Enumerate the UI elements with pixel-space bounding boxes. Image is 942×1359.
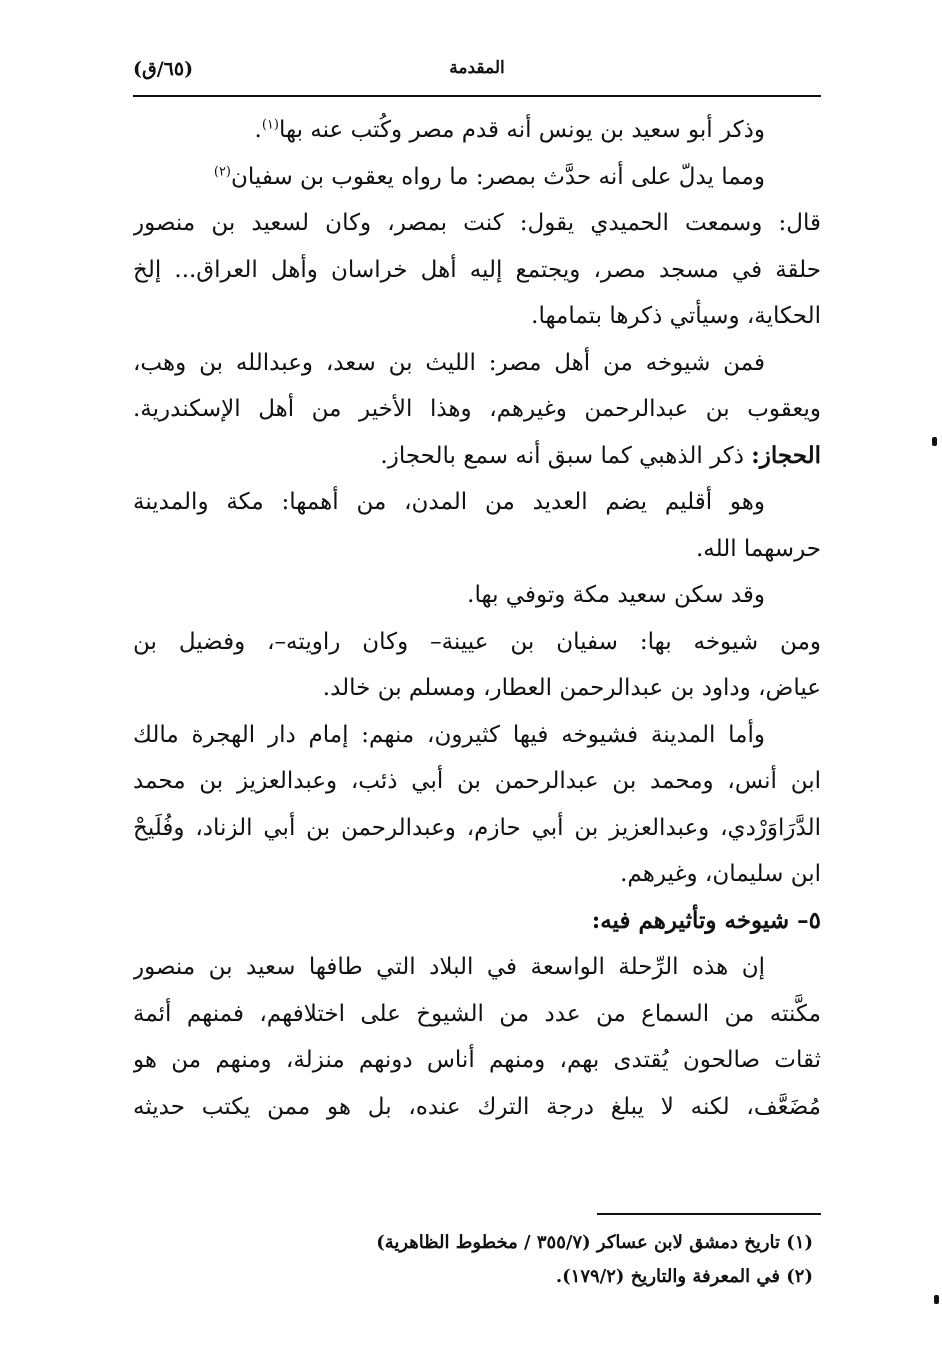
footnote-marker: (١) [261, 117, 279, 133]
text-line: مكَّنته من السماع من عدد من الشيوخ على اختلافهم، فمنهم أئمة [133, 1000, 821, 1027]
running-header [133, 58, 821, 88]
text-line: حلقة في مسجد مصر، ويجتمع إليه أهل خراسان وأهل العراق... إلخ [133, 256, 821, 283]
text-line: ويعقوب بن عبدالرحمن وغيرهم، وهذا الأخير من أهل الإسكندرية. [133, 396, 821, 422]
text-line: فمن شيوخه من أهل مصر: الليث بن سعد، وعبدالله بن وهب، [133, 349, 765, 376]
header-rule [133, 95, 821, 97]
footnote: (٢) في المعرفة والتاريخ (١٧٩/٢). [555, 1266, 813, 1287]
text-line: ابن أنس، ومحمد بن عبدالرحمن بن أبي ذئب، وعبدالعزيز بن محمد [133, 768, 821, 794]
header-title: المقدمة [449, 58, 505, 78]
text-line: الدَّرَاوَرْدي، وعبدالعزيز بن أبي حازم، وعبدالرحمن بن أبي الزناد، وفُلَيحْ [133, 814, 821, 841]
text-line: ومن شيوخه بها: سفيان بن عيينة– وكان راويته–، وفضيل بن [133, 628, 821, 655]
text-line: حرسهما الله. [695, 535, 821, 562]
footnote: (١) تاريخ دمشق لابن عساكر (٣٥٥/٧ / مخطوط الظاهرية) [376, 1232, 813, 1253]
section-label: الحجاز: [751, 441, 821, 469]
footnote-rule [597, 1213, 821, 1215]
text-line: ابن سليمان، وغيرهم. [620, 861, 821, 887]
text-line: وأما المدينة فشيوخه فيها كثيرون، منهم: إمام دار الهجرة مالك [133, 721, 765, 748]
footnotes [133, 1226, 813, 1294]
text-line: مُضَعَّف، لكنه لا يبلغ درجة الترك عنده، بل هو ممن يكتب حديثه [133, 1093, 821, 1120]
body-text [133, 107, 821, 1130]
text-line: ثقات صالحون يُقتدى بهم، ومنهم أناس دونهم منزلة، ومنهم من هو [133, 1047, 821, 1073]
text-line: وهو أقليم يضم العديد من المدن، من أهمها: مكة والمدينة [133, 489, 765, 515]
text-line: إن هذه الرِّحلة الواسعة في البلاد التي طافها سعيد بن منصور [133, 954, 765, 980]
text-line: الحكاية، وسيأتي ذكرها بتمامها. [531, 303, 821, 329]
text-line: وقد سكن سعيد مكة وتوفي بها. [467, 582, 765, 608]
text-line: عياض، وداود بن عبدالرحمن العطار، ومسلم بن خالد. [322, 675, 821, 701]
header-page-reference: (٦٥/ق) [133, 58, 194, 80]
text-line: الحجاز: ذكر الذهبي كما سبق أنه سمع بالحجاز. [380, 441, 821, 469]
text-line: ومما يدلّ على أنه حدَّث بمصر: ما رواه يعقوب بن سفيان$^{(٢)}$ [213, 163, 765, 190]
section-heading: ٥– شيوخه وتأثيرهم فيه: [591, 906, 821, 934]
footnote-marker: (٢) [213, 163, 231, 179]
text-line: قال: وسمعت الحميدي يقول: كنت بمصر، وكان لسعيد بن منصور [133, 210, 821, 236]
text-line: وذكر أبو سعيد بن يونس أنه قدم مصر وكُتب عنه بها$^{(١)}$. [254, 117, 765, 143]
scan-edge-mark [932, 437, 937, 446]
scan-edge-mark [934, 1295, 939, 1304]
